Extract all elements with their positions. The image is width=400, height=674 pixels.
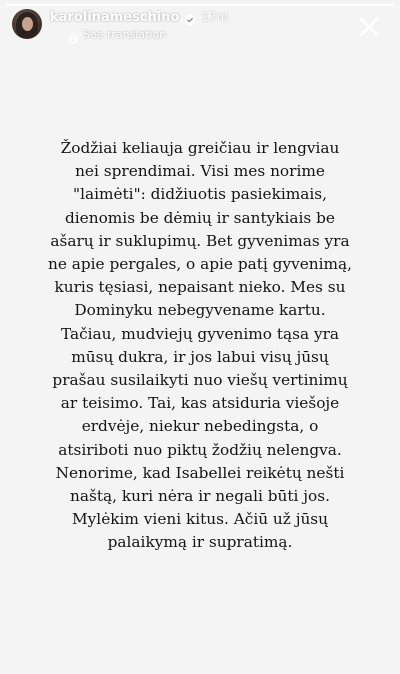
close-icon [358, 16, 380, 38]
story-text-line: Nenorime, kad Isabellei reikėtų nešti [55, 463, 345, 482]
username[interactable]: karolinameschino [50, 9, 180, 25]
story-text-line: mūsų dukra, ir jos labui visų jūsų [71, 347, 329, 366]
post-time: 17m [201, 10, 229, 24]
avatar-face [22, 17, 33, 31]
story-text-line: "laimėti": didžiuotis pasiekimais, [73, 185, 327, 204]
story-header [12, 8, 388, 42]
story-text-line: ašarų ir suklupimų. Bet gyvenimas yra [50, 231, 350, 250]
avatar[interactable] [12, 9, 42, 39]
story-text-line: Dominyku nebegyvename kartu. [74, 301, 326, 320]
story-text-line: ne apie pergales, o apie patį gyvenimą, [47, 255, 353, 274]
story-text-line: Mylėkim vieni kitus. Ačiū už jūsų [72, 510, 328, 529]
story-text [14, 137, 386, 555]
username-row [50, 8, 228, 26]
story-text-line: prašau susilaikyti nuo viešų vertinimų [52, 371, 348, 390]
story-text-line: dienomis be dėmių ir santykiais be [65, 208, 335, 227]
close-button[interactable] [358, 16, 380, 38]
story-text-line: palaikymą ir supratimą. [107, 533, 293, 552]
story-text-line: atsiriboti nuo piktų žodžių nelengva. [58, 440, 342, 459]
story-text-line: nei sprendimai. Visi mes norime [75, 162, 325, 181]
story-text-line: naštą, kuri nėra ir negali būti jos. [70, 487, 330, 506]
globe-icon [68, 29, 79, 40]
story-text-line: Tačiau, mudviejų gyvenimo tąsa yra [60, 324, 340, 343]
see-translation-button[interactable] [68, 26, 166, 42]
story-progress-fill [6, 4, 394, 6]
story-progress-bar [6, 4, 394, 6]
story-text-line: ar teisimo. Tai, kas atsiduria viešoje [60, 394, 340, 413]
see-translation-label: See translation [83, 27, 167, 41]
story-text-line: erdvėje, niekur nebedingsta, o [81, 417, 319, 436]
story-text-line: kuris tęsiasi, nepaisant nieko. Mes su [54, 278, 346, 297]
verified-badge-icon [184, 11, 196, 23]
story-text-line: Žodžiai keliauja greičiau ir lengviau [60, 139, 340, 157]
